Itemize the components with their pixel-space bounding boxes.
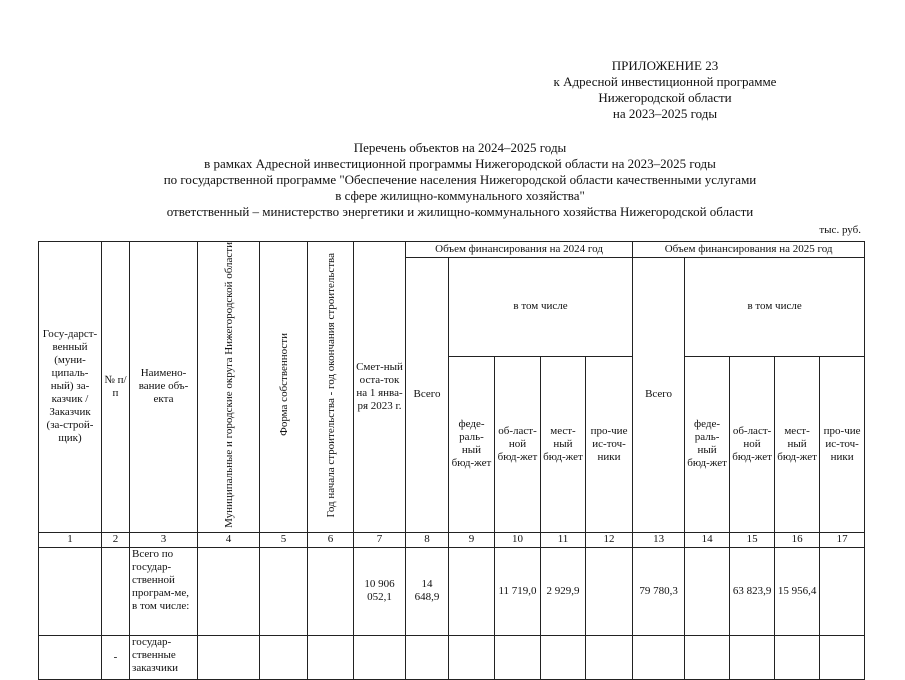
header-federal-2025: феде-раль-ный бюд-жет xyxy=(685,356,730,532)
cell-years xyxy=(308,635,354,679)
header-regional-2024: об-ласт-ной бюд-жет xyxy=(495,356,541,532)
heading-line: в рамках Адресной инвестиционной программы Нижегородской области на 2023–2025 годы xyxy=(204,156,716,171)
col-number: 2 xyxy=(102,532,130,547)
col-number: 8 xyxy=(406,532,449,547)
cell-total-2025: 79 780,3 xyxy=(633,547,685,635)
header-other-2024: про-чие ис-точ-ники xyxy=(586,356,633,532)
appendix-block xyxy=(470,58,860,122)
cell-regional-2025: 63 823,9 xyxy=(730,547,775,635)
col-number: 12 xyxy=(586,532,633,547)
header-including-2025: в том числе xyxy=(685,258,865,357)
cell-federal-2024 xyxy=(449,547,495,635)
cell-federal-2025 xyxy=(685,635,730,679)
col-number: 1 xyxy=(39,532,102,547)
header-district-text: Муниципальные и городские округа Нижегородской области xyxy=(222,242,235,528)
cell-object-name: Всего по государ-ственной програм-ме, в том числе: xyxy=(130,547,198,635)
col-number: 4 xyxy=(198,532,260,547)
cell-customer xyxy=(39,635,102,679)
col-number: 14 xyxy=(685,532,730,547)
header-other-2025: про-чие ис-точ-ники xyxy=(820,356,865,532)
cell-federal-2024 xyxy=(449,635,495,679)
col-number: 10 xyxy=(495,532,541,547)
header-local-2025: мест-ный бюд-жет xyxy=(775,356,820,532)
cell-federal-2025 xyxy=(685,547,730,635)
header-financing-2025: Объем финансирования на 2025 год xyxy=(633,242,865,258)
appendix-line: Нижегородской области xyxy=(598,90,732,105)
header-ownership-text: Форма собственности xyxy=(277,333,290,437)
cell-object-name: государ-ственные заказчики xyxy=(130,635,198,679)
header-financing-2024: Объем финансирования на 2024 год xyxy=(406,242,633,258)
units-label: тыс. руб. xyxy=(819,224,861,236)
col-number: 9 xyxy=(449,532,495,547)
column-numbers-row xyxy=(39,532,865,547)
heading-line: в сфере жилищно-коммунального хозяйства" xyxy=(335,188,585,203)
col-number: 13 xyxy=(633,532,685,547)
cell-total-2024: 14 648,9 xyxy=(406,547,449,635)
heading-line: по государственной программе "Обеспечение населения Нижегородской области качественными услугами xyxy=(163,172,757,187)
header-federal-2024: феде-раль-ный бюд-жет xyxy=(449,356,495,532)
objects-table xyxy=(38,241,865,680)
cell-number xyxy=(102,547,130,635)
heading-line: ответственный – министерство энергетики и жилищно-коммунального хозяйства Нижегородской области xyxy=(166,204,754,219)
cell-estimate: 10 906 052,1 xyxy=(354,547,406,635)
col-number: 15 xyxy=(730,532,775,547)
appendix-title: ПРИЛОЖЕНИЕ 23 xyxy=(611,58,719,73)
col-number: 16 xyxy=(775,532,820,547)
heading-title: Перечень объектов на 2024–2025 годы xyxy=(353,140,567,155)
cell-estimate xyxy=(354,635,406,679)
header-customer: Госу-дарст-венный (муни-ципаль-ный) за-казчик / Заказчик (за-строй-щик) xyxy=(39,242,102,533)
cell-other-2024 xyxy=(586,547,633,635)
header-including-2024: в том числе xyxy=(449,258,633,357)
header-ownership xyxy=(260,242,308,533)
header-district xyxy=(198,242,260,533)
header-total-2025: Всего xyxy=(633,258,685,533)
cell-number: - xyxy=(102,635,130,679)
cell-local-2024 xyxy=(541,635,586,679)
col-number: 6 xyxy=(308,532,354,547)
header-total-2024: Всего xyxy=(406,258,449,533)
cell-ownership xyxy=(260,547,308,635)
cell-district xyxy=(198,547,260,635)
cell-total-2025 xyxy=(633,635,685,679)
appendix-line: на 2023–2025 годы xyxy=(612,106,718,121)
appendix-line: к Адресной инвестиционной программе xyxy=(553,74,777,89)
cell-local-2025 xyxy=(775,635,820,679)
header-regional-2025: об-ласт-ной бюд-жет xyxy=(730,356,775,532)
header-number: № п/п xyxy=(102,242,130,533)
document-heading xyxy=(60,140,860,220)
cell-district xyxy=(198,635,260,679)
col-number: 7 xyxy=(354,532,406,547)
col-number: 17 xyxy=(820,532,865,547)
cell-regional-2024: 11 719,0 xyxy=(495,547,541,635)
header-years xyxy=(308,242,354,533)
header-local-2024: мест-ный бюд-жет xyxy=(541,356,586,532)
col-number: 5 xyxy=(260,532,308,547)
cell-local-2025: 15 956,4 xyxy=(775,547,820,635)
cell-other-2024 xyxy=(586,635,633,679)
cell-other-2025 xyxy=(820,547,865,635)
cell-regional-2024 xyxy=(495,635,541,679)
table-row-state-customers xyxy=(39,635,865,679)
cell-ownership xyxy=(260,635,308,679)
cell-other-2025 xyxy=(820,635,865,679)
header-estimate: Смет-ный оста-ток на 1 янва-ря 2023 г. xyxy=(354,242,406,533)
col-number: 11 xyxy=(541,532,586,547)
cell-regional-2025 xyxy=(730,635,775,679)
cell-total-2024 xyxy=(406,635,449,679)
cell-years xyxy=(308,547,354,635)
cell-local-2024: 2 929,9 xyxy=(541,547,586,635)
col-number: 3 xyxy=(130,532,198,547)
cell-customer xyxy=(39,547,102,635)
header-years-text: Год начала строительства - год окончания строительства xyxy=(324,252,337,518)
table-row-total xyxy=(39,547,865,635)
header-object-name: Наимено-вание объ-екта xyxy=(130,242,198,533)
